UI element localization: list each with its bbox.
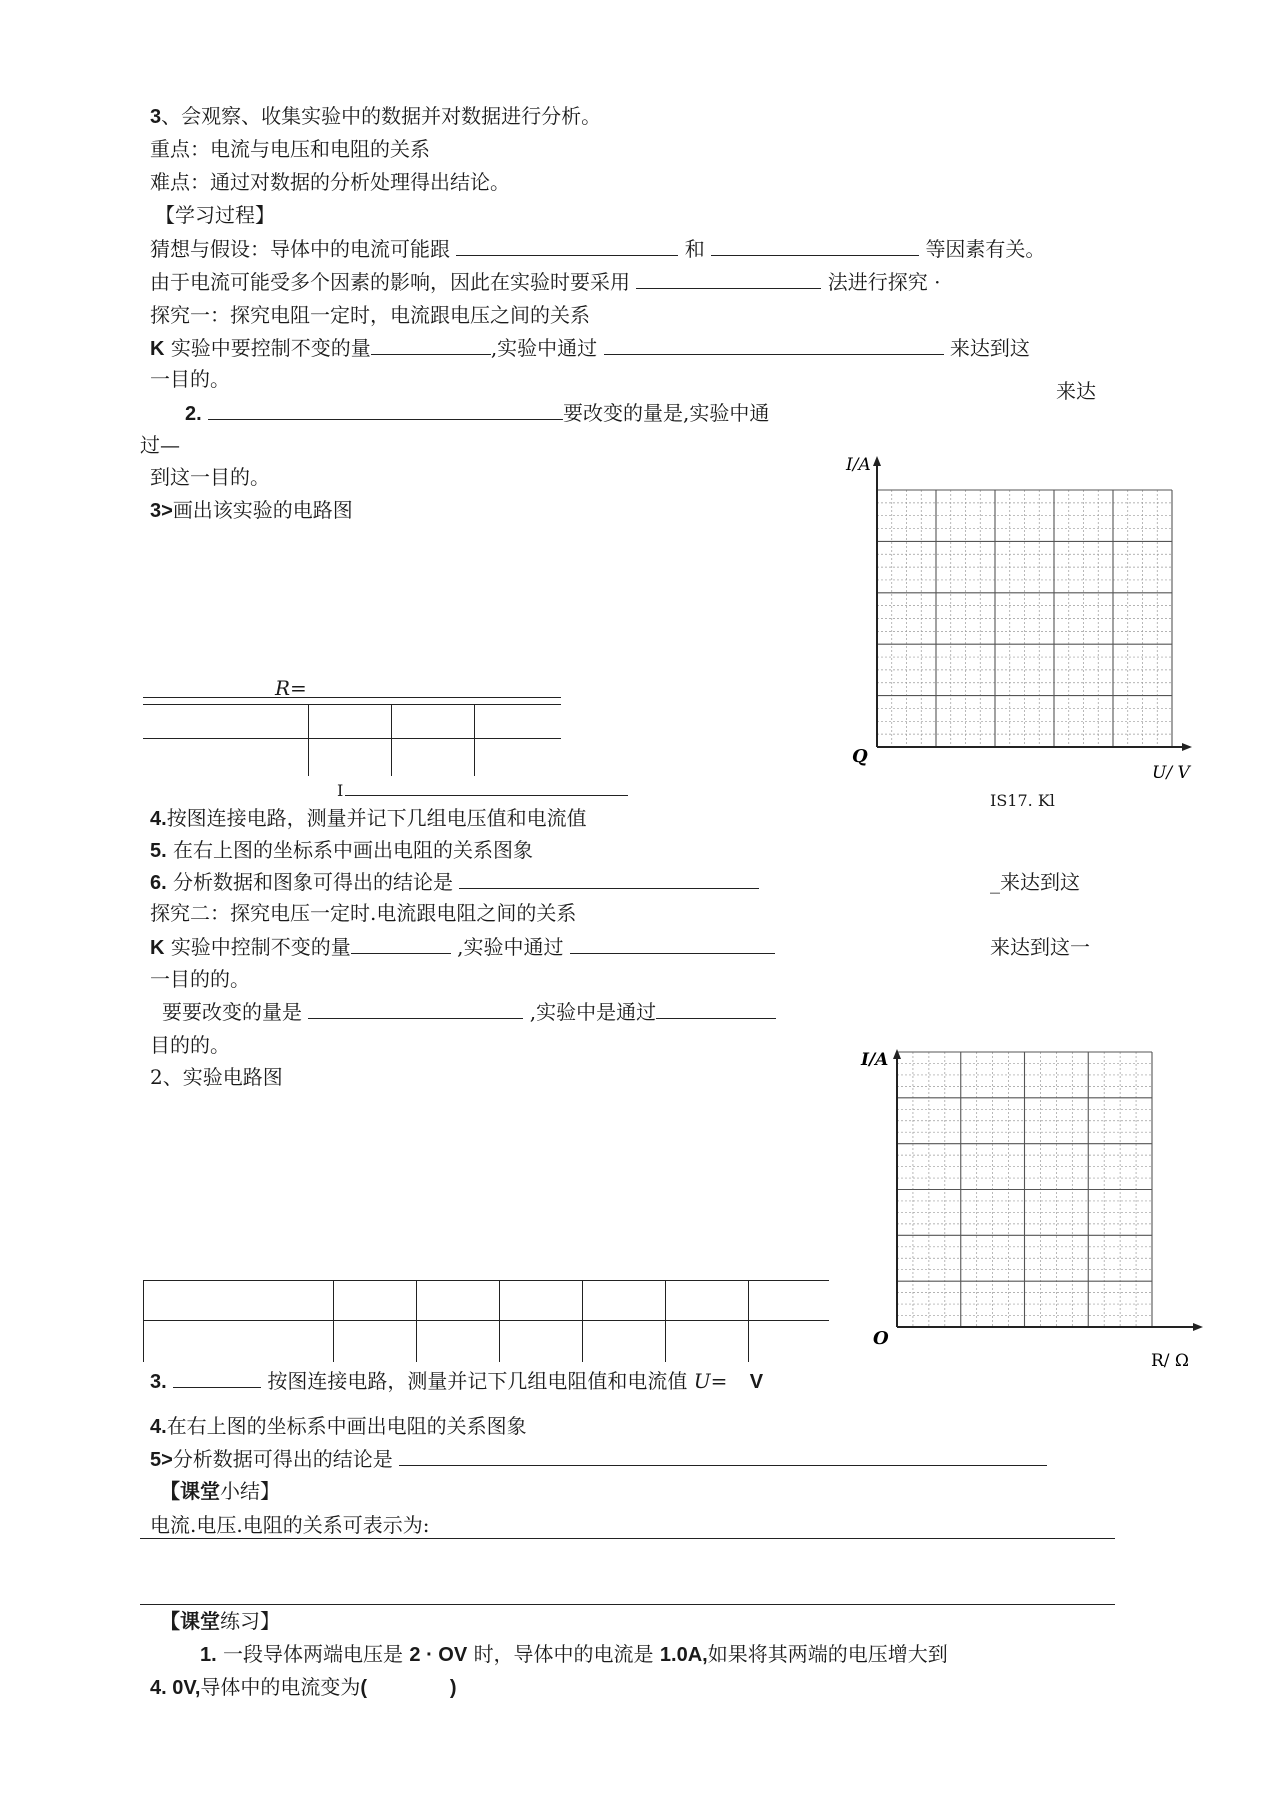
exploration-1-item-2-text: 要改变的量是,实验中通: [563, 401, 770, 425]
exploration-2-item-1-right: 来达到这一: [990, 935, 1090, 959]
practice-bracket-open: 【: [160, 1611, 180, 1633]
summary-rule-2: [140, 1604, 1115, 1605]
exploration-1-item-6-right: _来达到这: [990, 870, 1080, 894]
table-2-col-4: [582, 1280, 583, 1362]
practice-title-rest: 练习】: [220, 1609, 280, 1633]
voltage-value-blank[interactable]: [173, 1369, 261, 1388]
table-1-rule-mid: [143, 738, 561, 739]
exploration-1-item-6-text: 分析数据和图象可得出的结论是: [173, 870, 454, 894]
controlled-variable-blank[interactable]: [371, 336, 491, 355]
difficulty: 难点：通过对数据的分析处理得出结论。: [150, 170, 510, 194]
graph-2-grid: [897, 1052, 1152, 1327]
table-2-col-5: [665, 1280, 666, 1362]
question-1-text-a: 一段导体两端电压是: [223, 1642, 404, 1666]
table-1-rule-bottom: [345, 795, 628, 796]
table-1-rule-top-2: [143, 704, 561, 705]
section-learning-process: 【学习过程】: [155, 203, 275, 227]
method-line: [150, 269, 940, 295]
exploration-1-item-1-mid: ,实验中通过: [490, 336, 598, 360]
voltage-symbol: U=: [693, 1369, 728, 1393]
graph-1-y-label: I/A: [846, 455, 871, 475]
graph-current-resistance: [855, 1022, 1215, 1382]
hypothesis-text-b: 和: [684, 237, 705, 261]
hypothesis-text-c: 等因素有关。: [925, 237, 1046, 261]
graph-1-y-arrow: [873, 456, 881, 466]
exploration-2-item-4: [150, 1413, 527, 1440]
exploration-1-item-4-text: 按图连接电路，测量并记下几组电压值和电流值: [166, 806, 587, 830]
exploration-2-item-2: 2、实验电路图: [150, 1065, 283, 1089]
exploration-2-item-4-number: 4.: [150, 1416, 167, 1438]
exploration-1-item-3-text: 画出该实验的电路图: [172, 498, 353, 522]
exploration-1-item-5-number: 5.: [150, 840, 167, 862]
exploration-2-item-1-mid: ,实验中通过: [457, 935, 564, 959]
objective-3-number: 3: [150, 106, 162, 128]
dao-text: 到这一目的。: [150, 465, 270, 489]
changed-variable-blank[interactable]: [208, 401, 563, 420]
control-method-2-blank[interactable]: [570, 935, 775, 954]
exploration-2-change-text-b: ,实验中是通过: [529, 1000, 657, 1024]
graph-2-origin: O: [873, 1328, 889, 1349]
question-1-cont: [150, 1674, 456, 1701]
summary-keyword: 课堂: [180, 1481, 220, 1503]
graph-current-voltage: [840, 450, 1200, 790]
graph-2-x-label: R/ Ω: [1151, 1351, 1190, 1371]
exploration-2-item-4-text: 在右上图的坐标系中画出电阻的关系图象: [166, 1414, 527, 1438]
objective-3: [150, 103, 601, 130]
conclusion-1-blank[interactable]: [459, 870, 759, 889]
question-1-voltage: 2 · OV: [409, 1644, 468, 1666]
method-text-b: 法进行探究 ·: [827, 270, 941, 294]
exploration-2-item-5-number: 5>: [150, 1449, 173, 1471]
method-text-a: 由于电流可能受多个因素的影响，因此在实验时要采用: [150, 270, 630, 294]
key-point: 重点：电流与电压和电阻的关系: [150, 137, 430, 161]
graph-1-x-label: U/ V: [1152, 763, 1190, 783]
table-2-col-2: [416, 1280, 417, 1362]
graph-2-y-arrow: [893, 1049, 901, 1059]
changed-variable-2-blank[interactable]: [308, 1000, 523, 1019]
question-1-paren-close: ): [449, 1677, 457, 1699]
exploration-1-title: 探究一：探究电阻一定时，电流跟电压之间的关系: [150, 303, 590, 327]
exploration-1-item-6: [150, 869, 759, 896]
table-1-col-3: [474, 704, 475, 776]
section-practice: [160, 1608, 280, 1635]
exploration-1-item-4-number: 4.: [150, 808, 167, 830]
question-1-paren-open: (: [360, 1677, 368, 1699]
summary-bracket-open: 【: [160, 1481, 180, 1503]
exploration-2-item-3: [150, 1368, 763, 1395]
question-1: [200, 1641, 948, 1668]
table-2-col-6: [748, 1280, 749, 1362]
graph-1-x-arrow: [1182, 743, 1192, 751]
exploration-2-item-3-number: 3.: [150, 1371, 167, 1393]
exploration-1-item-2: [185, 400, 769, 427]
table-1-col-1: [308, 704, 309, 776]
table-2-rule-top: [143, 1280, 829, 1281]
table-1-rule-top: [143, 697, 561, 698]
exploration-2-title: 探究二：探究电压一定时.电流跟电阻之间的关系: [150, 901, 577, 925]
conclusion-2-blank[interactable]: [399, 1447, 1047, 1466]
exploration-2-change-text-a: 要要改变的量是: [162, 1000, 302, 1024]
graph-1-caption: IS17. Kl: [990, 791, 1055, 810]
exploration-1-item-2-number: 2.: [185, 403, 202, 425]
graph-1-origin: Q: [852, 746, 868, 767]
voltage-unit: V: [749, 1371, 764, 1393]
question-1-new-voltage: 4. 0V,: [150, 1677, 201, 1699]
summary-relation-line: 电流.电压.电阻的关系可表示为:: [150, 1513, 430, 1537]
exploration-1-item-3: [150, 497, 353, 524]
question-1-number: 1.: [200, 1644, 217, 1666]
control-method-blank[interactable]: [604, 336, 944, 355]
exploration-1-item-1-text: 实验中要控制不变的量: [170, 336, 371, 360]
graph-1-grid: [877, 490, 1172, 747]
table-1-col-2: [391, 704, 392, 776]
question-1-text-g: 导体中的电流变为: [200, 1675, 361, 1699]
exploration-2-item-5: [150, 1446, 1047, 1473]
hypothesis-blank-2[interactable]: [711, 237, 919, 256]
table-2-col-3: [499, 1280, 500, 1362]
summary-title-rest: 小结】: [220, 1479, 280, 1503]
change-method-2-blank[interactable]: [656, 1000, 776, 1019]
exploration-2-item-change: [162, 999, 776, 1025]
exploration-1-item-5-text: 在右上图的坐标系中画出电阻的关系图象: [173, 838, 534, 862]
controlled-variable-2-blank[interactable]: [351, 935, 451, 954]
objective-3-text: 、会观察、收集实验中的数据并对数据进行分析。: [161, 104, 602, 128]
exploration-2-item-1-number: K: [150, 937, 165, 959]
hypothesis-line: [150, 236, 1045, 262]
section-summary: [160, 1478, 280, 1505]
exploration-1-item-6-number: 6.: [150, 872, 167, 894]
hypothesis-blank-1[interactable]: [456, 237, 678, 256]
question-1-text-e: 如果将其两端的电压增大到: [707, 1642, 948, 1666]
table-2-rule-mid: [143, 1320, 829, 1321]
exploration-1-item-5: [150, 837, 533, 864]
exploration-2-item-1-text: 实验中控制不变的量: [170, 935, 351, 959]
exploration-2-item-5-text: 分析数据可得出的结论是: [172, 1447, 393, 1471]
practice-keyword: 课堂: [180, 1611, 220, 1633]
exploration-1-item-1-end: 来达到这: [949, 336, 1030, 360]
exploration-1-item-4: [150, 805, 587, 832]
question-1-text-c: 时，导体中的电流是: [473, 1642, 654, 1666]
exploration-2-item-1-cont: 一目的的。: [150, 967, 250, 991]
guo-text: 过—: [140, 433, 180, 457]
exploration-2-item-1: [150, 934, 775, 961]
table-1-i-mark: I: [337, 781, 344, 800]
exploration-1-item-3-number: 3>: [150, 500, 173, 522]
table-2-col-1: [333, 1280, 334, 1362]
graph-2-y-label: I/A: [861, 1050, 889, 1070]
summary-rule-1: [140, 1538, 1115, 1539]
table-2-col-0: [143, 1280, 144, 1362]
exploration-1-item-1-number: K: [150, 338, 165, 360]
exploration-2-purpose: 目的的。: [150, 1033, 230, 1057]
question-1-current: 1.0A,: [659, 1644, 708, 1666]
method-blank[interactable]: [636, 270, 821, 289]
exploration-1-item-1-cont: 一目的。: [150, 367, 230, 391]
exploration-1-item-1: [150, 335, 1030, 362]
graph-2-x-arrow: [1193, 1323, 1203, 1331]
hypothesis-text-a: 猜想与假设：导体中的电流可能跟: [150, 237, 450, 261]
exploration-2-item-3-text: 按图连接电路，测量并记下几组电阻值和电流值: [267, 1369, 688, 1393]
resistance-label: R=: [275, 676, 307, 700]
laida-text: 来达: [1056, 379, 1096, 403]
